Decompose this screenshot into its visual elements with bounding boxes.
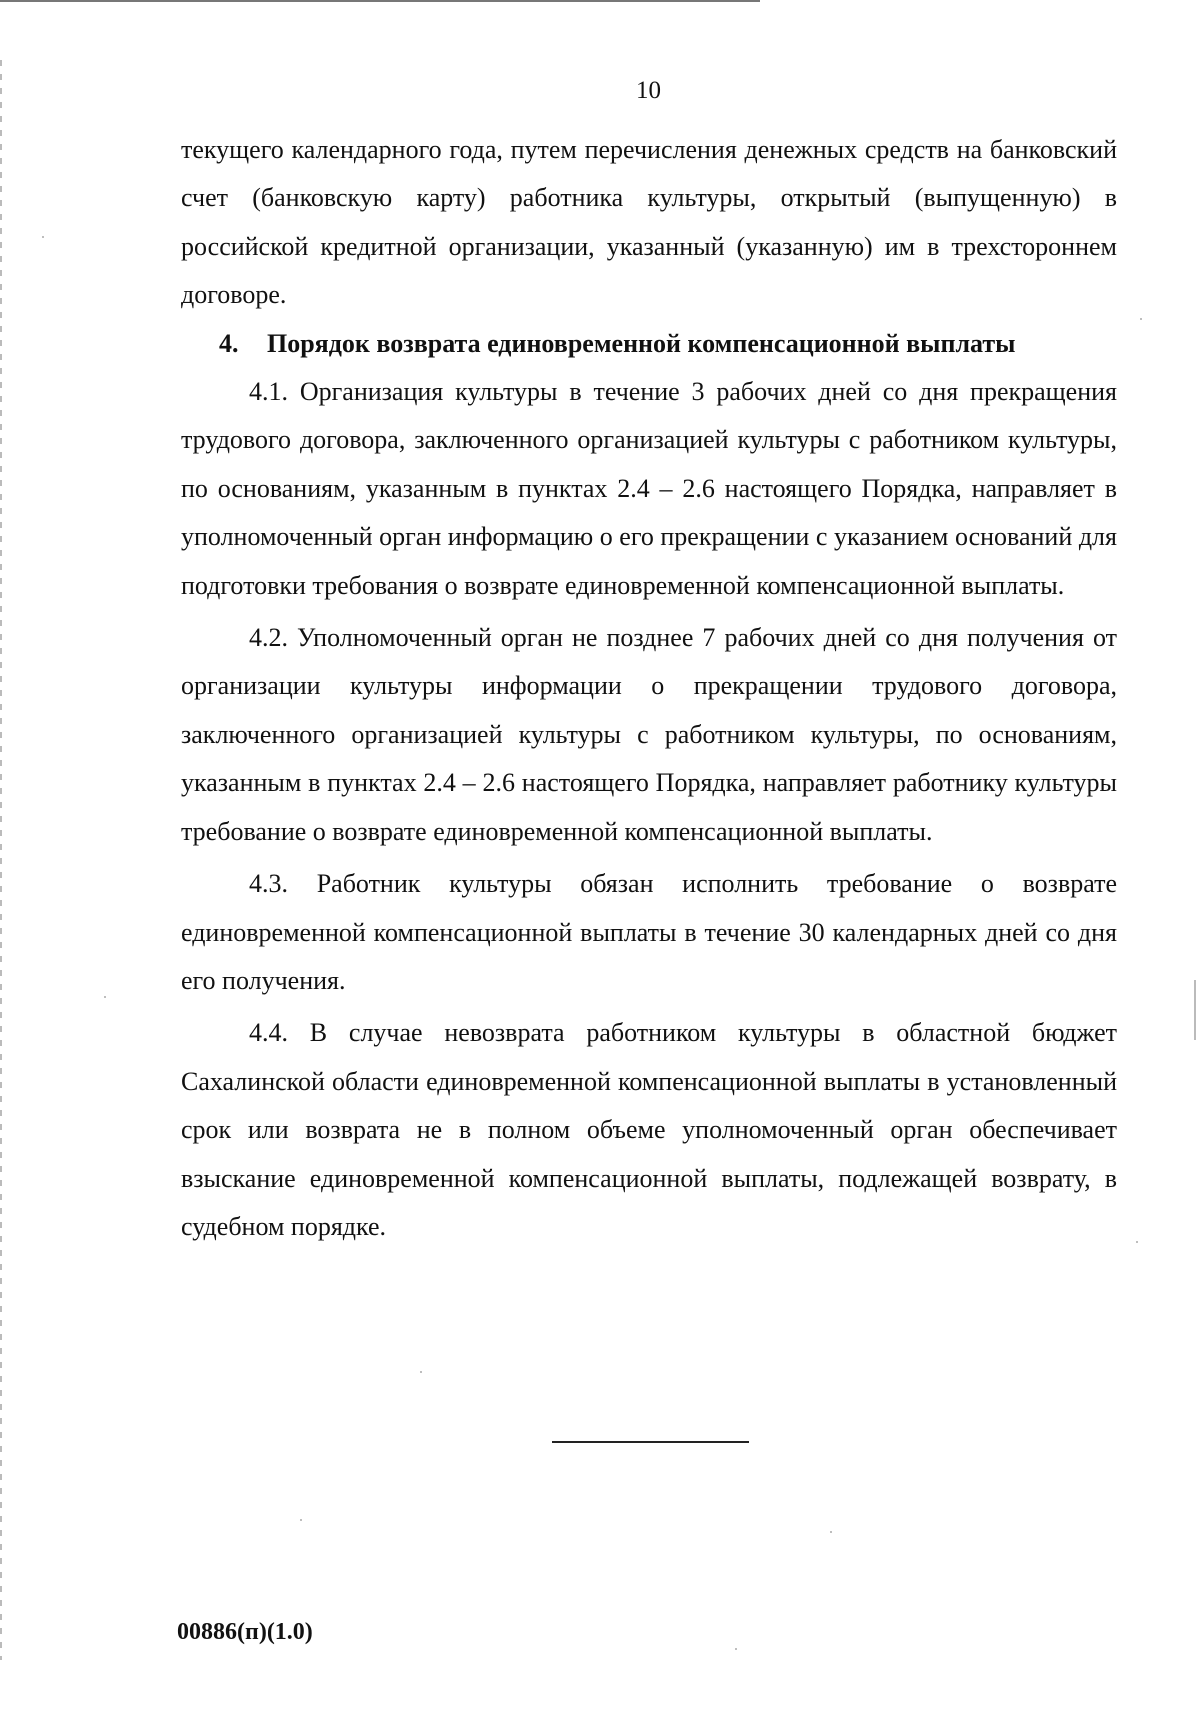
- scan-speck: [1140, 318, 1142, 320]
- intro-paragraph: текущего календарного года, путем перечисления денежных средств на банковский счет (банковскую карту) работника культуры, открытый (выпущенную) в российской кредитной организации, указанный (указанную) им в трехстороннем договоре.: [181, 135, 1117, 310]
- paragraph-4-3: 4.3. Работник культуры обязан исполнить требование о возврате единовременной компенсационной выплаты в течение 30 календарных дней со дня его получения.: [181, 869, 1117, 995]
- scan-speck: [420, 1371, 422, 1373]
- paragraph-4-4: 4.4. В случае невозврата работником культуры в областной бюджет Сахалинской области единовременной компенсационной выплаты в установленный срок или возврата не в полном объеме уполномоченный орган обеспечивает взыскание единовременной компенсационной выплаты, подлежащей возврату, в судебном порядке.: [181, 1018, 1117, 1241]
- section-heading: [181, 320, 1117, 368]
- scan-speck: [1136, 1241, 1138, 1243]
- page-number: 10: [636, 77, 661, 104]
- paragraph-4-2: 4.2. Уполномоченный орган не позднее 7 рабочих дней со дня получения от организации культуры информации о прекращении трудового договора, заключенного организацией культуры с работником культуры, по основаниям, указанным в пунктах 2.4 – 2.6 настоящего Порядка, направляет работнику культуры требование о возврате единовременной компенсационной выплаты.: [181, 623, 1117, 846]
- scan-right-edge-mark: [1194, 980, 1196, 1040]
- section-number: 4.: [219, 328, 239, 358]
- scan-speck: [735, 1648, 737, 1650]
- document-code: 00886(п)(1.0): [177, 1619, 313, 1645]
- scan-speck: [300, 1519, 302, 1521]
- scan-top-edge-line: [0, 0, 760, 2]
- section-title: Порядок возврата единовременной компенсационной выплаты: [267, 328, 1016, 358]
- scan-left-edge-marks: [0, 60, 2, 1660]
- scan-speck: [104, 996, 106, 998]
- document-body: [181, 126, 1117, 1251]
- end-of-text-rule: [552, 1441, 749, 1443]
- paragraph-4-1: 4.1. Организация культуры в течение 3 рабочих дней со дня прекращения трудового договора, заключенного организацией культуры с работником культуры, по основаниям, указанным в пунктах 2.4 – 2.6 настоящего Порядка, направляет в уполномоченный орган информацию о его прекращении с указанием оснований для подготовки требования о возврате единовременной компенсационной выплаты.: [181, 377, 1117, 600]
- scan-speck: [830, 1531, 832, 1533]
- scan-speck: [42, 236, 44, 238]
